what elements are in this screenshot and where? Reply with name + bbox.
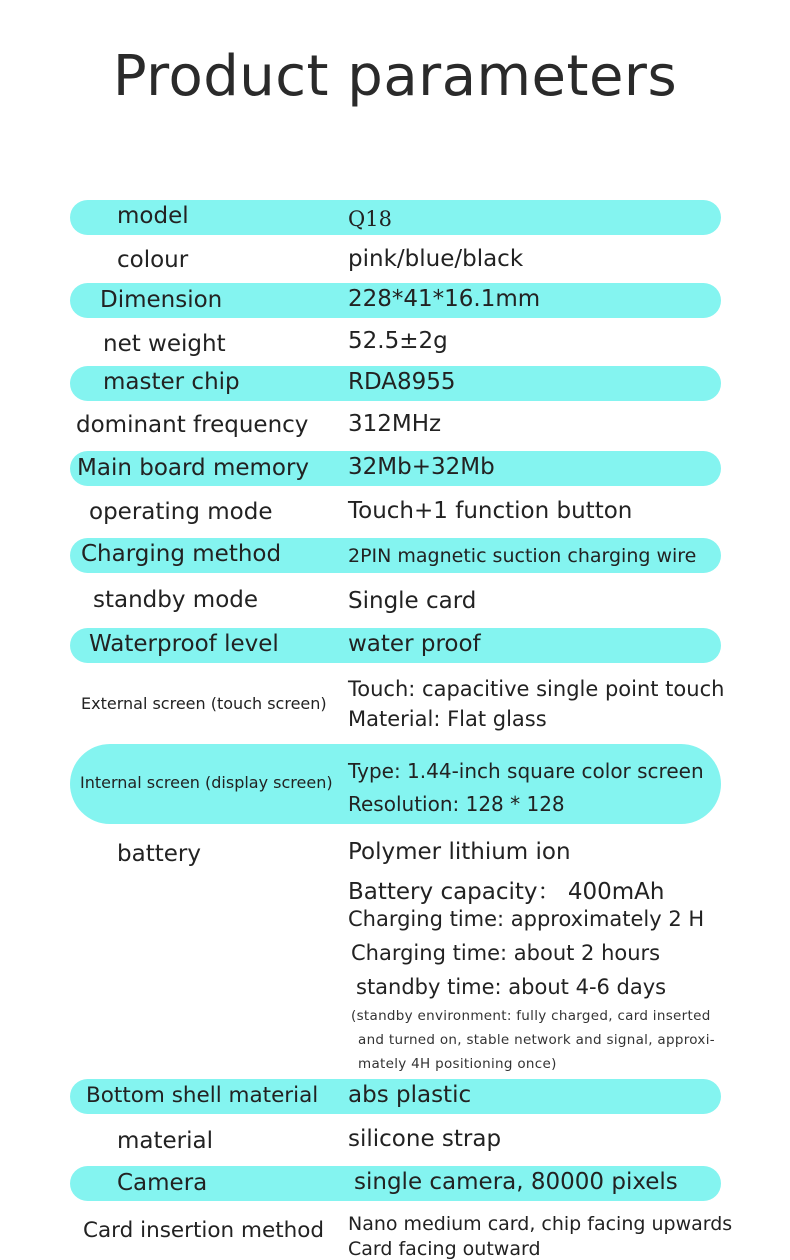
value-main-board-memory: 32Mb+32Mb	[348, 454, 495, 480]
label-net-weight: net weight	[103, 331, 226, 357]
value-battery-2: Battery capacity： 400mAh	[348, 879, 665, 905]
value-charging-method: 2PIN magnetic suction charging wire	[348, 545, 697, 567]
label-model: model	[117, 203, 189, 229]
value-operating-mode: Touch+1 function button	[348, 498, 633, 524]
label-bottom-shell-material: Bottom shell material	[86, 1083, 319, 1108]
value-battery-1: Polymer lithium ion	[348, 839, 571, 865]
value-card-insertion-2: Card facing outward	[348, 1238, 541, 1260]
label-master-chip: master chip	[103, 369, 240, 395]
page-title: Product parameters	[112, 44, 678, 109]
value-battery-7: and turned on, stable network and signal, approxi-	[358, 1032, 715, 1048]
value-internal-screen-1: Type: 1.44-inch square color screen	[348, 759, 704, 783]
value-battery-3: Charging time: approximately 2 H	[348, 907, 705, 931]
label-charging-method: Charging method	[81, 541, 282, 567]
value-external-screen-2: Material: Flat glass	[348, 707, 547, 731]
label-colour: colour	[117, 247, 189, 273]
value-master-chip: RDA8955	[348, 369, 456, 395]
label-camera: Camera	[117, 1170, 208, 1196]
value-net-weight: 52.5±2g	[348, 328, 448, 354]
value-dimension: 228*41*16.1mm	[348, 286, 541, 312]
value-material: silicone strap	[348, 1126, 502, 1152]
label-external-screen: External screen (touch screen)	[81, 694, 327, 713]
label-standby-mode: standby mode	[93, 587, 259, 613]
label-internal-screen: Internal screen (display screen)	[80, 773, 333, 792]
value-colour: pink/blue/black	[348, 246, 524, 272]
value-waterproof-level: water proof	[348, 631, 481, 657]
value-model: Q18	[348, 207, 392, 231]
value-standby-mode: Single card	[348, 588, 477, 614]
value-external-screen-1: Touch: capacitive single point touch	[348, 677, 725, 701]
label-dominant-frequency: dominant frequency	[76, 412, 309, 438]
value-internal-screen-2: Resolution: 128 * 128	[348, 792, 565, 816]
value-bottom-shell-material: abs plastic	[348, 1082, 472, 1108]
value-battery-8: mately 4H positioning once)	[358, 1056, 557, 1072]
value-camera: single camera, 80000 pixels	[354, 1169, 678, 1195]
label-material: material	[117, 1128, 213, 1154]
value-battery-5: standby time: about 4-6 days	[356, 975, 667, 999]
label-operating-mode: operating mode	[89, 499, 273, 525]
value-card-insertion-1: Nano medium card, chip facing upwards	[348, 1213, 733, 1235]
label-battery: battery	[117, 841, 201, 867]
value-dominant-frequency: 312MHz	[348, 411, 442, 437]
label-card-insertion-method: Card insertion method	[83, 1218, 325, 1243]
label-dimension: Dimension	[100, 287, 223, 313]
value-battery-6: (standby environment: fully charged, card inserted	[351, 1008, 711, 1024]
label-waterproof-level: Waterproof level	[89, 631, 279, 657]
value-battery-4: Charging time: about 2 hours	[351, 941, 661, 965]
label-main-board-memory: Main board memory	[77, 455, 310, 481]
